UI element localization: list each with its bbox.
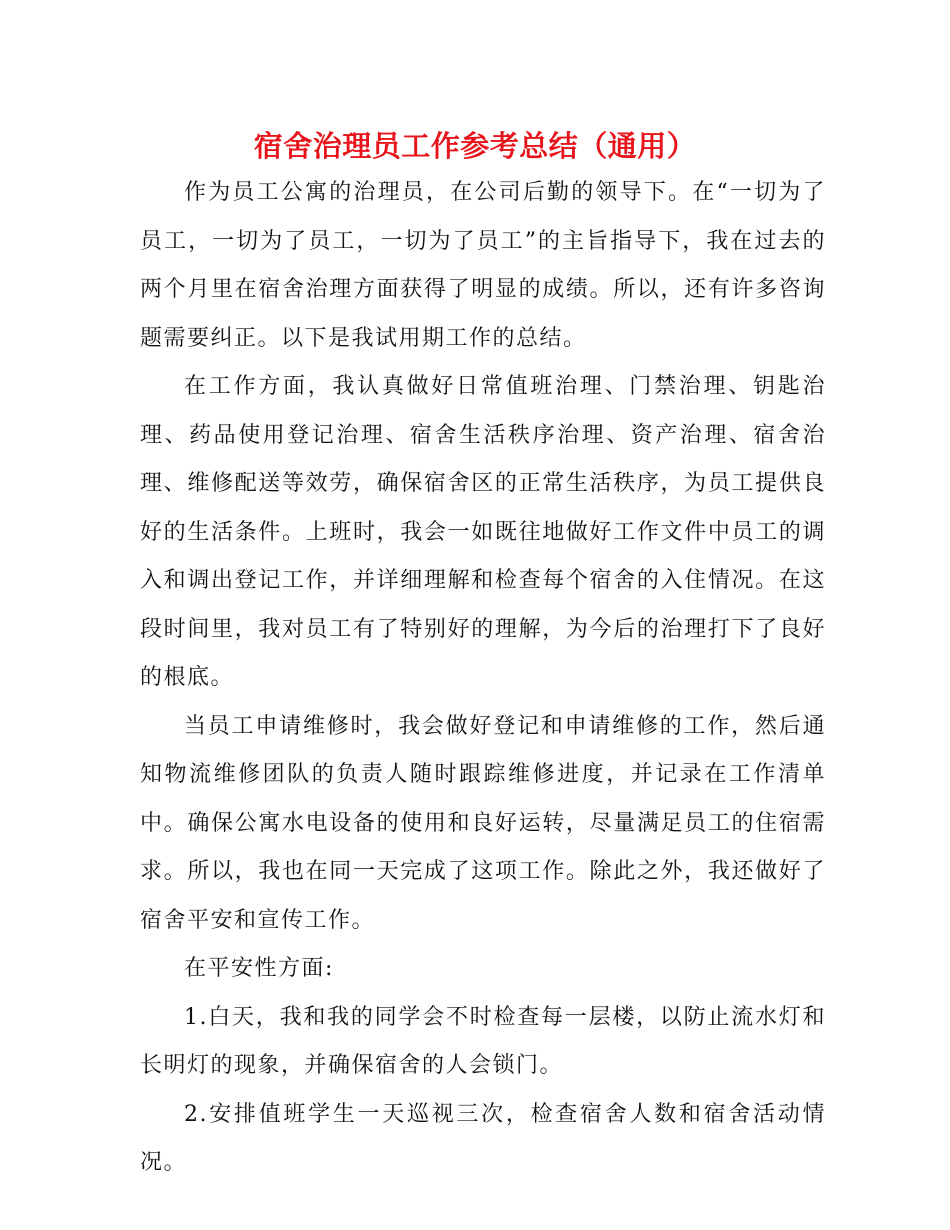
paragraph-safety-heading: 在平安性方面: [184,956,334,981]
paragraph-work: 在工作方面，我认真做好日常值班治理、门禁治理、钥匙治理、药品使用登记治理、宿舍生活秩序治理、资产治理、宿舍治理、维修配送等效劳，确保宿舍区的正常生活秩序，为员工提供良好的生活条件。上班时，我会一如既往地做好工作文件中员工的调入和调出登记工作，并详细理解和检查每个宿舍的入住情况。在这段时间里，我对员工有了特别好的理解，为今后的治理打下了良好的根底。 [140,374,826,690]
paragraph-maintenance: 当员工申请维修时，我会做好登记和申请维修的工作，然后通知物流维修团队的负责人随时跟踪维修进度，并记录在工作清单中。确保公寓水电设备的使用和良好运转，尽量满足员工的住宿需求。所以，我也在同一天完成了这项工作。除此之外，我还做好了宿舍平安和宣传工作。 [140,713,826,933]
document-title: 宿舍治理员工作参考总结（通用） [253,129,697,163]
list-item-1: 1.白天，我和我的同学会不时检查每一层楼，以防止流水灯和长明灯的现象，并确保宿舍的人会锁门。 [140,1004,826,1078]
document-body [140,169,826,1188]
paragraph-intro: 作为员工公寓的治理员，在公司后勤的领导下。在“一切为了员工，一切为了员工，一切为了员工”的主旨指导下，我在过去的两个月里在宿舍治理方面获得了明显的成绩。所以，还有许多咨询题需要纠正。以下是我试用期工作的总结。 [140,180,826,351]
list-item-2: 2.安排值班学生一天巡视三次，检查宿舍人数和宿舍活动情况。 [140,1101,826,1175]
